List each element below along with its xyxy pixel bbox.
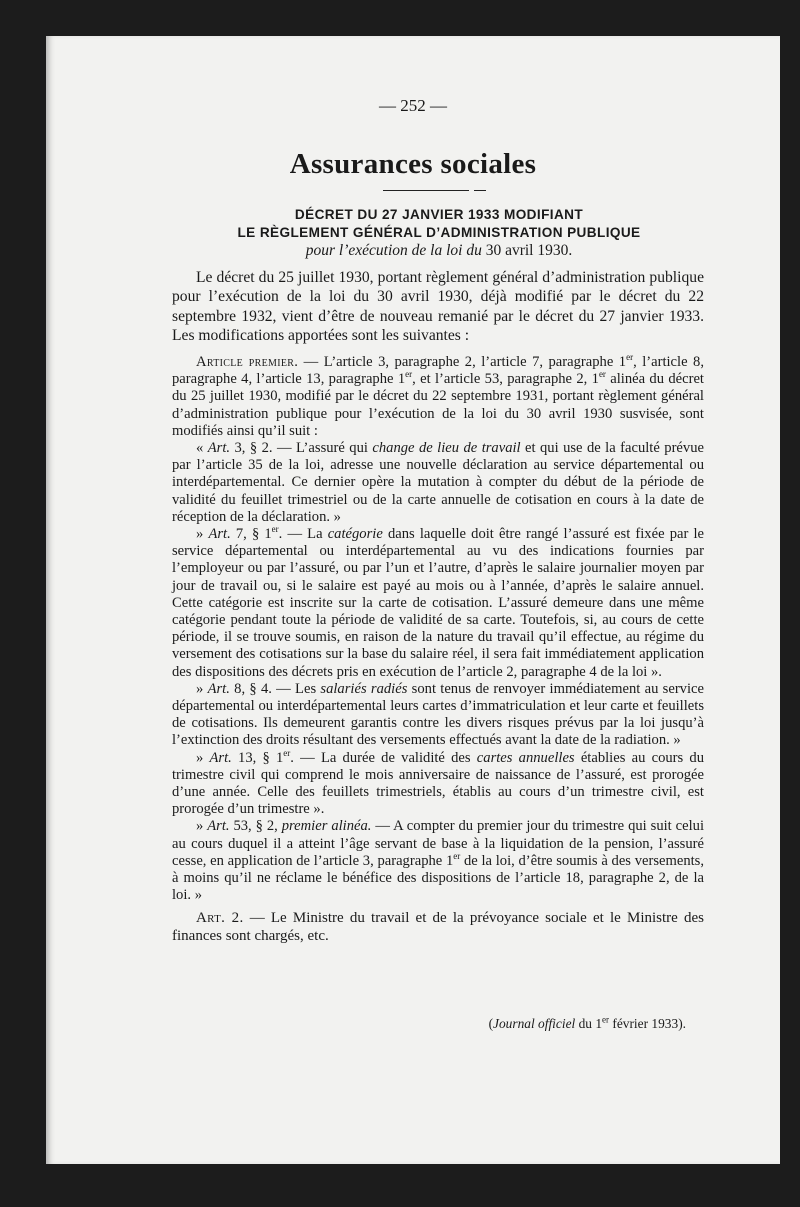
quote-mark: » bbox=[196, 749, 210, 766]
italic-term: salariés radiés bbox=[320, 680, 408, 697]
italic-term: premier alinéa. bbox=[281, 818, 372, 835]
article-text: , l’article 8, paragraphe 4, l’article 13, paragraphe 1 bbox=[172, 354, 704, 388]
title-rule-short bbox=[474, 190, 486, 191]
article-ref: Art. bbox=[209, 749, 232, 766]
article-text: établies au cours du trimestre civil qui comprend le mois anniversaire de naissance de l’assuré, est prorogée d’une année. Celle des feuillets trimestriels, établis au cours d’un trimestre civil, est prorogée d’un trimestre ». bbox=[172, 749, 704, 818]
page-number: — 252 — bbox=[379, 96, 447, 115]
decree-heading bbox=[174, 206, 704, 242]
article-ref: Art. bbox=[207, 680, 230, 697]
article-text: . — La bbox=[278, 526, 328, 543]
article-53 bbox=[172, 818, 704, 904]
article-ref: Art. bbox=[207, 440, 231, 457]
quote-mark: » bbox=[196, 680, 208, 697]
quote-mark: » bbox=[196, 526, 209, 543]
journal-name: Journal officiel bbox=[493, 1016, 576, 1031]
articles-body bbox=[172, 354, 704, 945]
intro-paragraph: Le décret du 25 juillet 1930, portant règlement général d’administration publique pour l’exécution de la loi du 30 avril 1930, déjà modifié par le décret du 22 septembre 1932, vient d’être de nouveau remanié par le décret du 27 janvier 1933. Les modifications apportées sont les suivantes : bbox=[172, 269, 704, 344]
superscript: er bbox=[598, 369, 606, 380]
article-text: 3, § 2. — L’assuré qui bbox=[230, 440, 373, 457]
article-text: et qui use de la faculté prévue par l’article 35 de la loi, adresse une nouvelle déclaration au service départemental ou interdépartemental. Ce dernier opère la mutation à compter du début de la période de validité du feuillet trimestriel ou de la carte annuelle de cotisation en cours à la date de réception de la déclaration. » bbox=[172, 440, 704, 525]
decree-line-2: LE RÈGLEMENT GÉNÉRAL D’ADMINISTRATION PUBLIQUE bbox=[237, 225, 641, 240]
article-13 bbox=[172, 747, 704, 819]
article-text: 8, § 4. — Les bbox=[229, 680, 321, 697]
article-text: sont tenus de renvoyer immédiatement au service départemental ou interdépartemental leurs cartes d’immatriculation et leur carte et feuillets de cotisations. Ils demeurent garantis contre les divers risques prévus par la loi jusqu’à l’extinction des droits résultant des versements effectués avant la date de la radiation. » bbox=[172, 680, 704, 749]
quote-mark: » bbox=[196, 818, 208, 835]
quote-mark: « bbox=[196, 440, 208, 457]
article-3 bbox=[172, 440, 704, 526]
article-7 bbox=[172, 526, 704, 681]
decree-sub-italic: pour l’exécution de la loi du bbox=[305, 242, 482, 259]
title-rule bbox=[383, 190, 469, 191]
article-ref: Art. bbox=[208, 526, 231, 543]
document-page bbox=[46, 36, 780, 1164]
source-text: février 1933). bbox=[609, 1016, 686, 1031]
superscript: er bbox=[453, 851, 461, 862]
article-text: — A compter du premier jour du trimestre qui suit celui au cours duquel il a atteint l’âge servant de base à la liquidation de la pension, l’assuré cesse, en application de l’article 3, paragraphe 1 bbox=[172, 818, 705, 869]
superscript: er bbox=[405, 369, 413, 380]
article-8 bbox=[172, 681, 704, 750]
decree-sub-date: 30 avril 1930. bbox=[485, 242, 573, 259]
superscript: er bbox=[283, 747, 291, 758]
article-text: 13, § 1 bbox=[231, 749, 284, 766]
article-text: — L’article 3, paragraphe 2, l’article 7, paragraphe 1 bbox=[298, 354, 627, 370]
article-label: Art. 2. bbox=[196, 909, 244, 926]
article-premier bbox=[172, 354, 704, 440]
italic-term: change de lieu de travail bbox=[372, 440, 521, 457]
italic-term: cartes annuelles bbox=[476, 749, 575, 766]
article-text: 7, § 1 bbox=[230, 526, 272, 543]
article-text: de la loi, d’être soumis à des versements, à moins qu’il ne réclame le bénéfice des dispositions de l’article 18, paragraphe 2, de la loi. » bbox=[172, 852, 704, 904]
superscript: er bbox=[626, 352, 634, 363]
article-label: Article premier. bbox=[196, 354, 299, 370]
decree-subtitle bbox=[174, 242, 704, 260]
article-text: dans laquelle doit être rangé l’assuré est fixée par le service départemental ou interdépartemental au vu des indications fournies par l’employeur ou par l’assuré, ou par l’un et l’autre, d’après le salaire journalier moyen par jour de travail ou, si le salaire est payé au mois ou à l’année, d’après le salaire annuel. Cette catégorie est inscrite sur la carte de cotisation. L’assuré demeure dans une même catégorie pendant toute la période de validité de sa carte. Toutefois, si, au cours de cette période, il se trouve soumis, en raison de la nature du travail qu’il effectue, au régime du versement des cotisations sur la base du salaire réel, il sera fait immédiatement application des dispositions des décrets pris en exécution de l’article 2, paragraphe 4 de la loi ». bbox=[172, 526, 704, 680]
article-text: — Le Ministre du travail et de la prévoyance sociale et le Ministre des finances sont chargés, etc. bbox=[172, 909, 704, 944]
source-text: du 1 bbox=[575, 1016, 603, 1031]
article-text: , et l’article 53, paragraphe 2, 1 bbox=[412, 371, 599, 388]
paren: ( bbox=[488, 1016, 494, 1031]
italic-term: catégorie bbox=[327, 526, 383, 543]
article-text: alinéa du décret du 25 juillet 1930, modifié par le décret du 22 septembre 1931, portant règlement général d’administration publique pour l’exécution de la loi du 30 avril 1930 susvisée, sont modifiés ainsi qu’il suit : bbox=[172, 371, 704, 439]
article-text: 53, § 2, bbox=[229, 818, 282, 835]
decree-line-1: DÉCRET DU 27 JANVIER 1933 MODIFIANT bbox=[294, 207, 584, 222]
article-2 bbox=[172, 909, 704, 945]
article-ref: Art. bbox=[207, 818, 230, 835]
page-title: Assurances sociales bbox=[289, 148, 537, 180]
article-text: . — La durée de validité des bbox=[290, 749, 477, 766]
source-citation bbox=[489, 1016, 686, 1032]
superscript: er bbox=[602, 1014, 610, 1025]
superscript: er bbox=[271, 524, 279, 535]
